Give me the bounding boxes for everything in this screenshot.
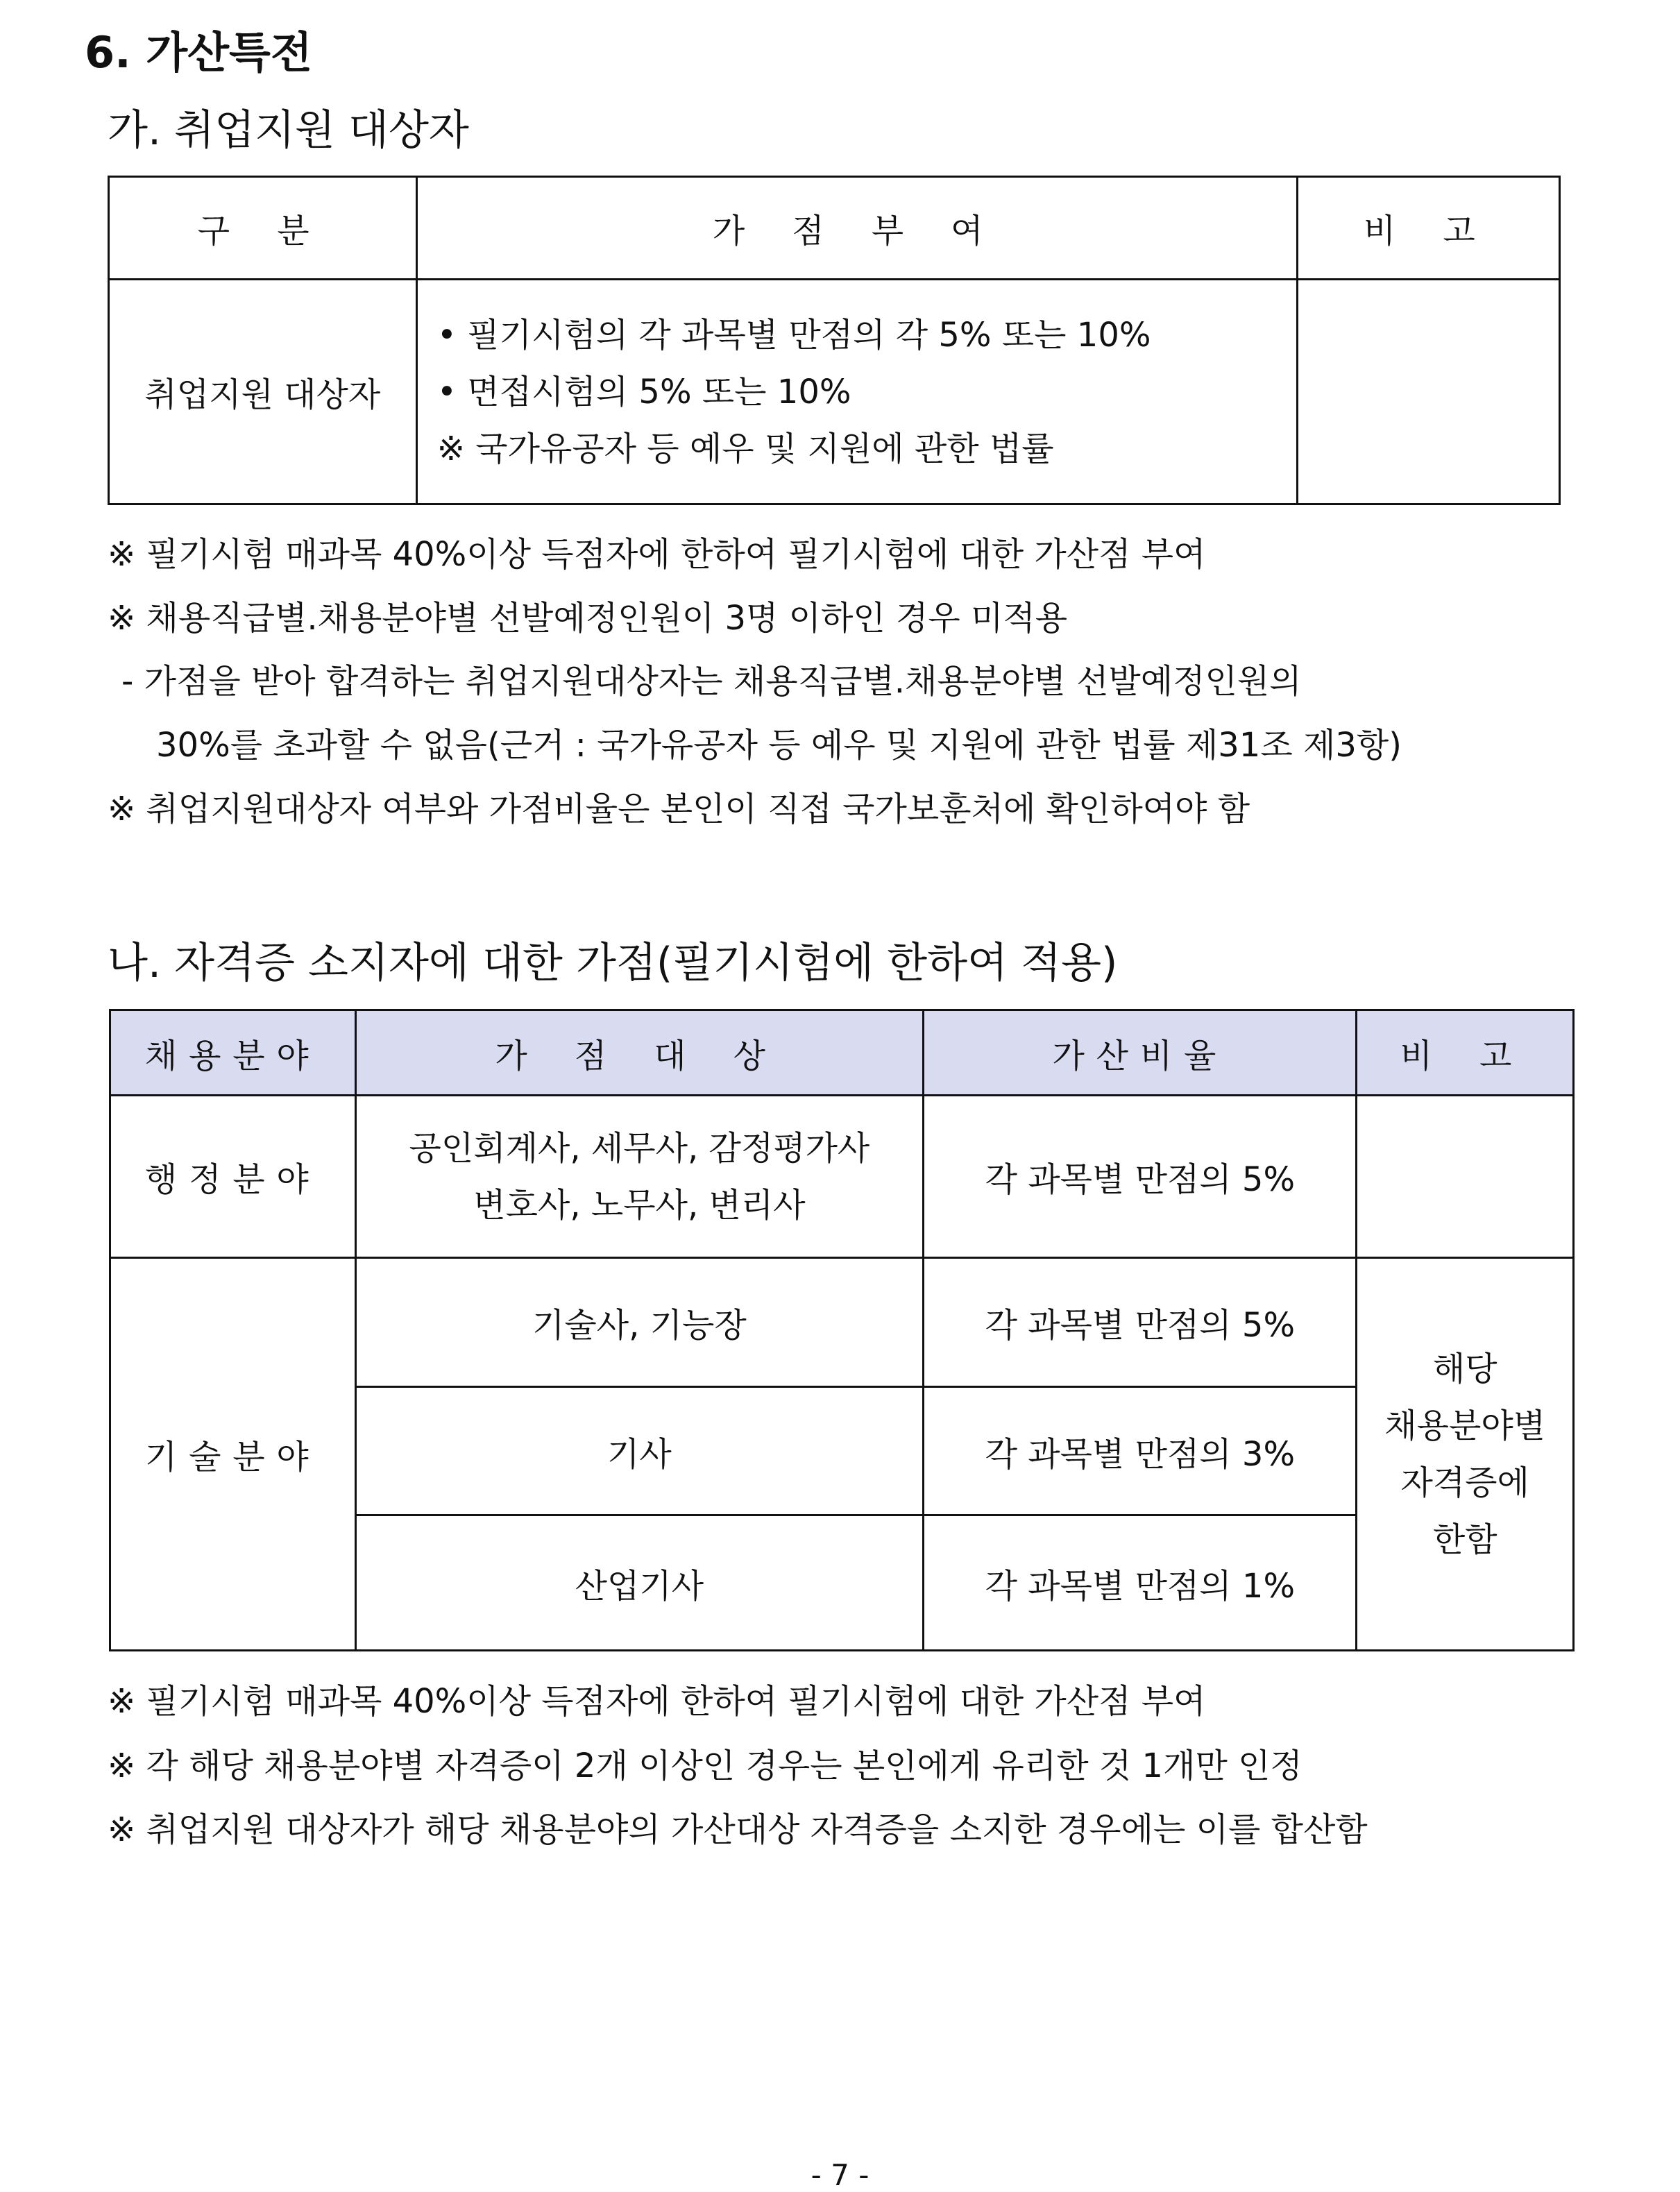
certificate-bonus-table xyxy=(109,1009,1575,1651)
subsection-b-title: 나. 자격증 소지자에 대한 가점(필기시험에 한하여 적용) xyxy=(108,939,1118,987)
target-cell: 산업기사 xyxy=(355,1515,924,1651)
bonus-line: • 필기시험의 각 과목별 만점의 각 5% 또는 10% xyxy=(436,315,1151,355)
remark-line: 해당 xyxy=(1432,1349,1497,1388)
ratio-cell: 각 과목별 만점의 5% xyxy=(924,1258,1357,1387)
remark-line: 채용분야별 xyxy=(1384,1406,1546,1445)
note: ※ 채용직급별.채용분야별 선발예정인원이 3명 이하인 경우 미적용 xyxy=(108,599,1068,638)
note: ※ 필기시험 매과목 40%이상 득점자에 한하여 필기시험에 대한 가산점 부여 xyxy=(108,535,1206,574)
remark-line: 자격증에 xyxy=(1400,1463,1529,1502)
page-number: - 7 - xyxy=(811,2158,869,2192)
section-title: 6. 가산특전 xyxy=(85,27,312,78)
note: 30%를 초과할 수 없음(근거 : 국가유공자 등 예우 및 지원에 관한 법률 제31조 제3항) xyxy=(156,726,1402,765)
target-cell: 기사 xyxy=(355,1387,924,1515)
table-row xyxy=(110,1258,1574,1387)
note: ※ 취업지원대상자 여부와 가점비율은 본인이 직접 국가보훈처에 확인하여야 함 xyxy=(108,790,1250,829)
bonus-line: • 면접시험의 5% 또는 10% xyxy=(436,372,851,411)
target-line: 공인회계사, 세무사, 감정평가사 xyxy=(409,1128,870,1168)
bonus-line: ※ 국가유공자 등 예우 및 지원에 관한 법률 xyxy=(436,429,1054,468)
header-target: 가 점 대 상 xyxy=(355,1010,924,1096)
header-remark: 비 고 xyxy=(1357,1010,1574,1096)
header-bonus: 가 점 부 여 xyxy=(416,177,1297,280)
field-cell-tech: 기술분야 xyxy=(110,1258,356,1651)
veteran-bonus-table xyxy=(108,176,1561,505)
ratio-cell: 각 과목별 만점의 1% xyxy=(924,1515,1357,1651)
remark-line: 한함 xyxy=(1432,1520,1497,1559)
target-line: 변호사, 노무사, 변리사 xyxy=(473,1185,806,1225)
bonus-cell xyxy=(416,280,1297,504)
header-ratio: 가산비율 xyxy=(924,1010,1357,1096)
note: ※ 각 해당 채용분야별 자격증이 2개 이상인 경우는 본인에게 유리한 것 1개만 인정 xyxy=(108,1747,1303,1785)
note: ※ 필기시험 매과목 40%이상 득점자에 한하여 필기시험에 대한 가산점 부여 xyxy=(108,1682,1206,1721)
table-header-row xyxy=(109,177,1560,280)
header-remark: 비 고 xyxy=(1298,177,1560,280)
note: - 가점을 받아 합격하는 취업지원대상자는 채용직급별.채용분야별 선발예정인원의 xyxy=(121,662,1302,701)
note: ※ 취업지원 대상자가 해당 채용분야의 가산대상 자격증을 소지한 경우에는 이를 합산함 xyxy=(108,1810,1368,1849)
remark-cell-tech xyxy=(1357,1258,1574,1651)
remark-cell xyxy=(1298,280,1560,504)
ratio-cell: 각 과목별 만점의 3% xyxy=(924,1387,1357,1515)
subsection-a-title: 가. 취업지원 대상자 xyxy=(108,106,469,155)
table-row xyxy=(110,1096,1574,1258)
field-cell-admin: 행정분야 xyxy=(110,1096,356,1258)
target-cell: 기술사, 기능장 xyxy=(355,1258,924,1387)
ratio-cell: 각 과목별 만점의 5% xyxy=(924,1096,1357,1258)
category-cell: 취업지원 대상자 xyxy=(109,280,417,504)
header-field: 채용분야 xyxy=(110,1010,356,1096)
target-cell xyxy=(355,1096,924,1258)
table-row xyxy=(109,280,1560,504)
header-category: 구 분 xyxy=(109,177,417,280)
remark-cell xyxy=(1357,1096,1574,1258)
table-header-row xyxy=(110,1010,1574,1096)
